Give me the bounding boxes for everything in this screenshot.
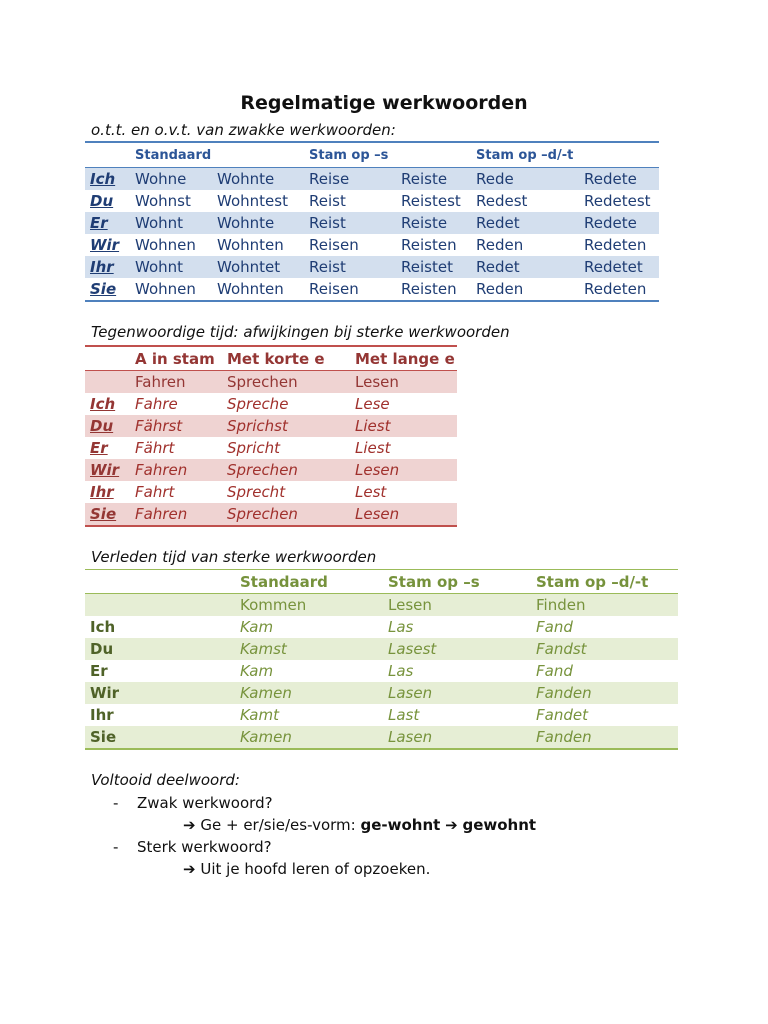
strong-verbs-past-table: [85, 569, 678, 750]
table-row: [85, 415, 457, 437]
form-cell: Redet: [471, 212, 579, 234]
form-cell: Wohntest: [217, 192, 288, 210]
form-cell: Lasest: [383, 638, 531, 660]
header-cell: Standaard: [130, 142, 304, 168]
form-cell: Reist: [309, 192, 346, 210]
pronoun-cell: Ich: [90, 618, 116, 636]
form-cell: Kamst: [235, 638, 383, 660]
form-cell: Fahrt: [135, 483, 175, 501]
form-cell: Reiste: [396, 168, 471, 191]
form-cell: Wohnen: [135, 236, 196, 254]
form-cell: Redetet: [579, 256, 659, 278]
form-cell: Reisten: [401, 236, 457, 254]
form-cell: Liest: [350, 415, 457, 437]
list-item-detail: [183, 816, 536, 834]
table-row: [85, 234, 659, 256]
form-cell: Las: [388, 618, 414, 636]
result-text: gewohnt: [462, 816, 537, 834]
header-cell: Met lange e: [350, 346, 457, 371]
arrow-icon: ➔: [183, 860, 196, 878]
form-cell: Reden: [476, 236, 524, 254]
table-row: [85, 256, 659, 278]
header-cell: Stam op –s: [304, 142, 471, 168]
form-cell: Redetest: [584, 192, 651, 210]
header-cell: A in stam: [130, 346, 222, 371]
form-cell: Fahre: [135, 395, 178, 413]
pronoun-cell: Er: [85, 212, 130, 234]
verb-cell: Fahren: [130, 371, 222, 394]
header-cell: Stam op –d/-t: [531, 570, 678, 594]
form-cell: Reisen: [309, 280, 359, 298]
form-cell: Sprichst: [222, 415, 350, 437]
form-cell: Redeten: [584, 236, 647, 254]
form-cell: Reiste: [396, 212, 471, 234]
form-cell: Kamen: [235, 682, 383, 704]
pronoun-cell: Wir: [85, 459, 130, 481]
table-row: [85, 481, 457, 503]
form-cell: Lasen: [383, 726, 531, 749]
verb-cell: Lesen: [350, 371, 457, 394]
pronoun-cell: Du: [90, 192, 114, 210]
form-cell: Wohnen: [135, 280, 196, 298]
form-cell: Fandst: [531, 638, 678, 660]
verb-cell: Sprechen: [222, 371, 350, 394]
form-cell: Reist: [304, 256, 396, 278]
table-row: [85, 168, 659, 191]
form-cell: Spricht: [227, 439, 281, 457]
table-row: [85, 459, 457, 481]
list-item-detail: [183, 860, 430, 878]
form-cell: Redete: [579, 168, 659, 191]
form-cell: Sprechen: [222, 503, 350, 526]
form-cell: Redet: [471, 256, 579, 278]
form-cell: Fandet: [536, 706, 588, 724]
form-cell: Wohnte: [212, 212, 304, 234]
form-cell: Fand: [536, 662, 573, 680]
pronoun-cell: Wir: [90, 236, 120, 254]
table-header-row: [85, 570, 678, 594]
strong-verbs-present-table: [85, 345, 457, 527]
form-cell: Redeten: [584, 280, 647, 298]
verb-cell: Lesen: [383, 594, 531, 617]
form-cell: Lesen: [350, 503, 457, 526]
form-cell: Reisen: [309, 236, 359, 254]
table-row: [85, 437, 457, 459]
pronoun-cell: Ihr: [90, 483, 114, 501]
header-cell: Met korte e: [222, 346, 350, 371]
table-row: [85, 503, 457, 526]
table-row: [85, 704, 678, 726]
example-text: ge-wohnt: [360, 816, 441, 834]
table-row: [85, 212, 659, 234]
pronoun-cell: Er: [90, 439, 108, 457]
pronoun-cell: Sie: [85, 503, 130, 526]
table-header-row: [85, 346, 457, 371]
form-cell: Reden: [476, 280, 524, 298]
header-cell: Stam op –s: [383, 570, 531, 594]
form-cell: Wohnt: [130, 256, 212, 278]
form-cell: Fährt: [135, 439, 175, 457]
form-cell: Lesen: [350, 459, 457, 481]
table-row: [85, 278, 659, 301]
form-cell: Wohnte: [212, 168, 304, 191]
form-cell: Kam: [240, 662, 274, 680]
header-cell: Stam op –d/-t: [471, 142, 659, 168]
form-cell: Lese: [355, 395, 390, 413]
arrow-icon: ➔: [445, 816, 458, 834]
form-cell: Redest: [476, 192, 528, 210]
form-cell: Lest: [355, 483, 387, 501]
pronoun-cell: Ich: [90, 395, 116, 413]
form-cell: Wohnten: [217, 236, 284, 254]
pronoun-cell: Ihr: [90, 706, 114, 724]
table-row: [85, 660, 678, 682]
form-cell: Reise: [304, 168, 396, 191]
form-cell: Reist: [304, 212, 396, 234]
verb-cell: Finden: [531, 594, 678, 617]
pronoun-cell: Sie: [85, 726, 235, 749]
pronoun-cell: Wir: [85, 682, 235, 704]
pronoun-cell: Ihr: [85, 256, 130, 278]
form-cell: Wohnt: [130, 212, 212, 234]
table-row: [85, 638, 678, 660]
form-cell: Redete: [579, 212, 659, 234]
form-cell: Wohnst: [135, 192, 191, 210]
pronoun-cell: Sie: [90, 280, 117, 298]
form-cell: Fanden: [531, 726, 678, 749]
form-cell: Reistest: [401, 192, 461, 210]
weak-verbs-table: [85, 141, 659, 302]
form-cell: Wohnten: [217, 280, 284, 298]
page-title: Regelmatige werkwoorden: [240, 92, 528, 114]
list-dash: -: [113, 838, 119, 856]
header-cell: Standaard: [235, 570, 383, 594]
form-cell: Wohntet: [212, 256, 304, 278]
form-cell: Fanden: [531, 682, 678, 704]
form-cell: Fährst: [130, 415, 222, 437]
form-cell: Kamt: [240, 706, 279, 724]
form-cell: Kamen: [235, 726, 383, 749]
form-cell: Lasen: [383, 682, 531, 704]
table-row: [85, 682, 678, 704]
table-header-row: [85, 142, 659, 168]
form-cell: Wohne: [130, 168, 212, 191]
form-cell: Fand: [536, 618, 573, 636]
pronoun-cell: Er: [90, 662, 108, 680]
verb-cell: Kommen: [235, 594, 383, 617]
form-cell: Last: [388, 706, 420, 724]
list-item-label: Sterk werkwoord?: [137, 838, 272, 856]
list-item-label: Zwak werkwoord?: [137, 794, 273, 812]
table-row: [85, 393, 457, 415]
section3-caption: Verleden tijd van sterke werkwoorden: [91, 548, 377, 566]
rule-text: Ge + er/sie/es-vorm:: [200, 816, 356, 834]
form-cell: Liest: [355, 439, 391, 457]
form-cell: Kam: [240, 618, 274, 636]
section4-caption: Voltooid deelwoord:: [91, 771, 240, 789]
form-cell: Rede: [471, 168, 579, 191]
pronoun-cell: Ich: [85, 168, 130, 191]
form-cell: Las: [388, 662, 414, 680]
table-row: [85, 616, 678, 638]
verb-row: [85, 371, 457, 394]
pronoun-cell: Du: [85, 415, 130, 437]
verb-row: [85, 594, 678, 617]
rule-text: Uit je hoofd leren of opzoeken.: [200, 860, 431, 878]
form-cell: Reistet: [396, 256, 471, 278]
arrow-icon: ➔: [183, 816, 196, 834]
form-cell: Reisten: [401, 280, 457, 298]
pronoun-cell: Du: [85, 638, 235, 660]
form-cell: Fahren: [130, 503, 222, 526]
list-dash: -: [113, 794, 119, 812]
form-cell: Sprecht: [227, 483, 286, 501]
form-cell: Spreche: [227, 395, 289, 413]
form-cell: Sprechen: [222, 459, 350, 481]
table-row: [85, 190, 659, 212]
section2-caption: Tegenwoordige tijd: afwijkingen bij sterke werkwoorden: [91, 323, 510, 341]
table-row: [85, 726, 678, 749]
section1-caption: o.t.t. en o.v.t. van zwakke werkwoorden:: [91, 121, 396, 139]
form-cell: Fahren: [130, 459, 222, 481]
